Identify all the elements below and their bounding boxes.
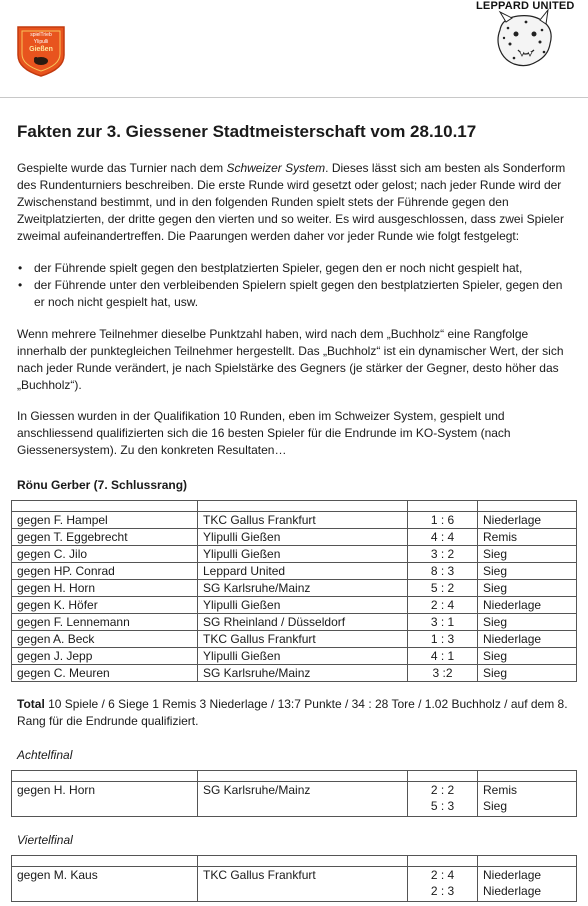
achtelfinal-table (11, 770, 577, 817)
result-cell: Sieg (478, 648, 577, 665)
opponent-cell: gegen H. Horn (12, 580, 198, 597)
logo-text-1: spielTrieb (30, 32, 52, 38)
total-label: Total (17, 697, 45, 711)
result-cell: Remis (478, 529, 577, 546)
opponent-cell: gegen J. Jepp (12, 648, 198, 665)
team-cell: SG Karlsruhe/Mainz (198, 665, 408, 682)
score-cell (408, 867, 478, 902)
opponent-cell: gegen C. Meuren (12, 665, 198, 682)
qualification-results-table (11, 500, 577, 682)
score-cell: 4 : 4 (408, 529, 478, 546)
score-cell: 3 : 2 (408, 546, 478, 563)
opponent-cell: gegen F. Hampel (12, 512, 198, 529)
player-heading: Rönu Gerber (7. Schlussrang) (17, 478, 188, 492)
team-cell: Ylipulli Gießen (198, 597, 408, 614)
result-cell: Niederlage (478, 512, 577, 529)
table-row (12, 648, 577, 665)
table-row (12, 782, 577, 817)
table-row (12, 580, 577, 597)
team-cell: Leppard United (198, 563, 408, 580)
result-value: Niederlage (483, 884, 542, 898)
opponent-cell: gegen A. Beck (12, 631, 198, 648)
opponent-cell: gegen K. Höfer (12, 597, 198, 614)
leppard-united-logo-text: LEPPARD UNITED (476, 0, 575, 12)
list-item: • der Führende unter den verbleibenden Spielern spielt gegen den bestplatzierten Spieler, gegen den er noch nicht gespielt hat, usw. (17, 277, 573, 311)
score-cell: 1 : 6 (408, 512, 478, 529)
intro-text-post: . Dieses lässt sich am besten als Sonderform des Rundenturniers beschreiben. Die erste Runde wird gesetzt oder gelost; nach jeder Runde wird der Zwischenstand bestimmt, und in den folgenden Runden spielt stets der Führende gegen den Zweitplatzierten, der dritte gegen den vierten und so weiter. Es wird ausgeschlossen, dass zwei Spieler zweimal aufeinandertreffen. Die Paarungen werden daher vor jeder Runde wie folgt festgelegt: (17, 161, 566, 243)
team-cell: Ylipulli Gießen (198, 648, 408, 665)
achtelfinal-heading: Achtelfinal (17, 748, 73, 762)
opponent-cell: gegen T. Eggebrecht (12, 529, 198, 546)
table-row (12, 546, 577, 563)
score-cell: 3 : 1 (408, 614, 478, 631)
table-row (12, 501, 577, 512)
team-cell: TKC Gallus Frankfurt (198, 867, 408, 902)
result-cell: Sieg (478, 665, 577, 682)
logo-text-3: Gießen (29, 46, 53, 53)
leppard-united-logo (470, 0, 574, 74)
result-cell: Niederlage (478, 597, 577, 614)
opponent-cell: gegen M. Kaus (12, 867, 198, 902)
opponent-cell: gegen H. Horn (12, 782, 198, 817)
score-value: 5 : 3 (430, 799, 455, 813)
opponent-cell: gegen C. Jilo (12, 546, 198, 563)
result-cell (478, 782, 577, 817)
score-value: 2 : 3 (430, 884, 455, 898)
team-cell: Ylipulli Gießen (198, 529, 408, 546)
score-cell: 4 : 1 (408, 648, 478, 665)
result-cell: Niederlage (478, 631, 577, 648)
opponent-cell: gegen HP. Conrad (12, 563, 198, 580)
table-row (12, 512, 577, 529)
result-value: Niederlage (483, 868, 542, 882)
header-divider (0, 97, 588, 98)
result-cell: Sieg (478, 614, 577, 631)
viertelfinal-heading: Viertelfinal (17, 833, 73, 847)
intro-text-emph: Schweizer System (226, 161, 326, 175)
table-row (12, 771, 577, 782)
team-cell: SG Karlsruhe/Mainz (198, 782, 408, 817)
table-row (12, 856, 577, 867)
pairing-rules-list (17, 260, 573, 311)
score-cell (408, 782, 478, 817)
result-value: Remis (483, 783, 518, 797)
viertelfinal-table (11, 855, 577, 902)
result-cell (478, 867, 577, 902)
table-row (12, 563, 577, 580)
total-summary (17, 696, 573, 730)
logo-text-2: Ylipulli (33, 39, 49, 45)
table-row (12, 529, 577, 546)
score-value: 2 : 2 (430, 783, 455, 797)
buchholz-paragraph: Wenn mehrere Teilnehmer dieselbe Punktzahl haben, wird nach dem „Buchholz“ eine Rangfolge innerhalb der punktegleichen Teilnehmer hergestellt. Das „Buchholz“ ist ein dynamischer Wert, der sich nach jeder Runde verändert, je nach Spielstärke des Gegners (je stärker der Gegner, desto höher das „Buchholz“). (17, 327, 564, 392)
team-cell: Ylipulli Gießen (198, 546, 408, 563)
score-cell: 1 : 3 (408, 631, 478, 648)
intro-paragraph (17, 160, 573, 245)
team-cell: TKC Gallus Frankfurt (198, 512, 408, 529)
table-row (12, 614, 577, 631)
ylipulli-logo (16, 25, 66, 77)
score-value: 2 : 4 (430, 868, 455, 882)
list-item: • der Führende spielt gegen den bestplatzierten Spieler, gegen den er noch nicht gespielt hat, (17, 260, 573, 277)
page-title: Fakten zur 3. Giessener Stadtmeisterschaft vom 28.10.17 (17, 122, 477, 141)
table-row (12, 597, 577, 614)
team-cell: SG Karlsruhe/Mainz (198, 580, 408, 597)
result-cell: Sieg (478, 546, 577, 563)
total-text: 10 Spiele / 6 Siege 1 Remis 3 Niederlage / 13:7 Punkte / 34 : 28 Tore / 1.02 Buchholz / auf dem 8. Rang für die Endrunde qualifiziert. (17, 697, 568, 728)
team-cell: TKC Gallus Frankfurt (198, 631, 408, 648)
table-row (12, 665, 577, 682)
qualification-paragraph: In Giessen wurden in der Qualifikation 10 Runden, eben im Schweizer System, gespielt und anschliessend qualifizierten sich die 16 besten Spieler für die Endrunde im KO-System (nach Giessenersystem). Zu den konkreten Resultaten… (17, 409, 511, 457)
result-cell: Sieg (478, 580, 577, 597)
table-row (12, 867, 577, 902)
score-cell: 3 :2 (408, 665, 478, 682)
score-cell: 8 : 3 (408, 563, 478, 580)
score-cell: 5 : 2 (408, 580, 478, 597)
intro-text-pre: Gespielte wurde das Turnier nach dem (17, 161, 227, 175)
team-cell: SG Rheinland / Düsseldorf (198, 614, 408, 631)
result-value: Sieg (483, 799, 508, 813)
score-cell: 2 : 4 (408, 597, 478, 614)
result-cell: Sieg (478, 563, 577, 580)
table-row (12, 631, 577, 648)
opponent-cell: gegen F. Lennemann (12, 614, 198, 631)
